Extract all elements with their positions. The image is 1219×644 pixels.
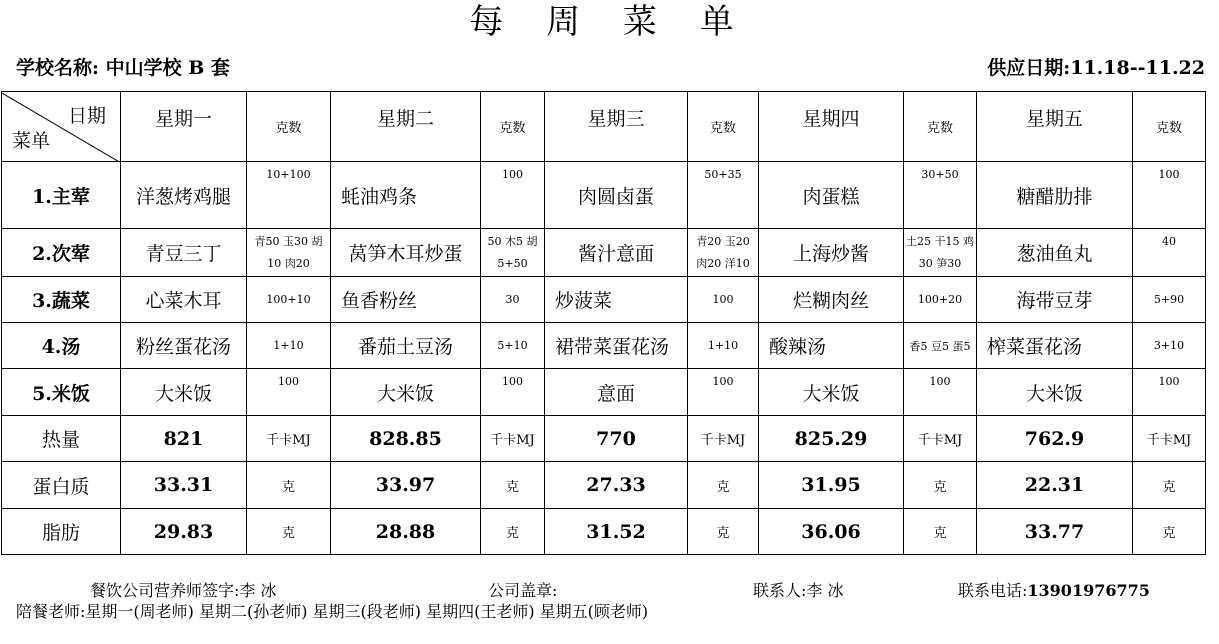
category-label: 1.主荤: [2, 162, 121, 229]
nutrition-value: 828.85: [331, 416, 481, 462]
nutrition-value: 28.88: [331, 509, 481, 555]
qty-cell: 1+10: [688, 323, 759, 369]
qty-cell: 100: [1133, 162, 1206, 229]
dish-cell: 鱼香粉丝: [331, 277, 481, 323]
category-label: 4.汤: [2, 323, 121, 369]
qty-cell: 青20 玉20 肉20 洋10: [688, 229, 759, 277]
nutrition-unit: 克: [1133, 509, 1206, 555]
dish-cell: 糖醋肋排: [977, 162, 1133, 229]
qty-cell: 40: [1133, 229, 1206, 277]
nutrition-value: 821: [121, 416, 247, 462]
qty-cell: 3+10: [1133, 323, 1206, 369]
qty-cell: 100: [688, 277, 759, 323]
dish-cell: 葱油鱼丸: [977, 229, 1133, 277]
nutrition-unit: 克: [247, 462, 331, 509]
dish-cell: 炒菠菜: [545, 277, 688, 323]
nutrition-value: 33.97: [331, 462, 481, 509]
qty-cell: 100: [481, 162, 545, 229]
dish-cell: 上海炒酱: [759, 229, 904, 277]
qty-cell: 香5 豆5 蛋5: [904, 323, 977, 369]
accompanying-teachers: 陪餐老师:星期一(周老师) 星期二(孙老师) 星期三(段老师) 星期四(王老师) 星期五(顾老师): [16, 602, 649, 621]
dish-cell: 番茄土豆汤: [331, 323, 481, 369]
dish-cell: 洋葱烤鸡腿: [121, 162, 247, 229]
category-label: 2.次荤: [2, 229, 121, 277]
nutrition-row-energy: [2, 416, 1206, 462]
qty-cell: 100: [688, 369, 759, 416]
category-label: 5.米饭: [2, 369, 121, 416]
supply-date: 供应日期:11.18--11.22: [987, 57, 1205, 79]
nutrition-unit: 克: [1133, 462, 1206, 509]
corner-cell: [2, 92, 121, 162]
qty-cell: 100: [481, 369, 545, 416]
nutrition-unit: 千卡MJ: [688, 416, 759, 462]
nutrition-value: 33.77: [977, 509, 1133, 555]
table-row: [2, 277, 1206, 323]
qty-cell: 30: [481, 277, 545, 323]
phone-number: 13901976775: [1027, 581, 1150, 600]
category-label: 3.蔬菜: [2, 277, 121, 323]
qty-cell: 1+10: [247, 323, 331, 369]
nutrition-unit: 克: [688, 462, 759, 509]
page-title: 每 周 菜 单: [469, 2, 750, 42]
qty-cell: 100: [247, 369, 331, 416]
dish-cell: 心菜木耳: [121, 277, 247, 323]
nutrition-value: 31.52: [545, 509, 688, 555]
qty-cell: 100: [1133, 369, 1206, 416]
phone-label: 联系电话:: [958, 581, 1028, 600]
dish-cell: 莴笋木耳炒蛋: [331, 229, 481, 277]
nutrition-value: 27.33: [545, 462, 688, 509]
qty-cell: 青50 玉30 胡10 肉20: [247, 229, 331, 277]
nutrition-value: 33.31: [121, 462, 247, 509]
nutrition-label: 热量: [2, 416, 121, 462]
contact-person: 联系人:李 冰: [753, 581, 844, 600]
nutrition-row-fat: [2, 509, 1206, 555]
school-name: 学校名称: 中山学校 B 套: [16, 57, 230, 79]
dish-cell: 大米饭: [331, 369, 481, 416]
dish-cell: 酱汁意面: [545, 229, 688, 277]
day-header-wed: 星期三: [545, 92, 688, 162]
nutrition-unit: 克: [688, 509, 759, 555]
gram-header: 克数: [904, 92, 977, 162]
qty-cell: 30+50: [904, 162, 977, 229]
nutrition-value: 22.31: [977, 462, 1133, 509]
nutrition-unit: 克: [904, 509, 977, 555]
nutrition-label: 脂肪: [2, 509, 121, 555]
table-row: [2, 323, 1206, 369]
table-row: [2, 229, 1206, 277]
qty-cell: 100+20: [904, 277, 977, 323]
qty-cell: 50 木5 胡5+50: [481, 229, 545, 277]
dish-cell: 大米饭: [759, 369, 904, 416]
qty-cell: 5+10: [481, 323, 545, 369]
company-seal: 公司盖章:: [488, 581, 558, 600]
day-header-mon: 星期一: [121, 92, 247, 162]
qty-cell: 100: [904, 369, 977, 416]
table-row: [2, 369, 1206, 416]
day-header-fri: 星期五: [977, 92, 1133, 162]
day-header-tue: 星期二: [331, 92, 481, 162]
gram-header: 克数: [247, 92, 331, 162]
nutrition-row-protein: [2, 462, 1206, 509]
nutrition-unit: 克: [481, 509, 545, 555]
corner-menu-label: 菜单: [12, 129, 51, 152]
dish-cell: 榨菜蛋花汤: [977, 323, 1133, 369]
dish-cell: 海带豆芽: [977, 277, 1133, 323]
dish-cell: 肉圆卤蛋: [545, 162, 688, 229]
header-row: [2, 92, 1206, 162]
dish-cell: 酸辣汤: [759, 323, 904, 369]
dish-cell: 意面: [545, 369, 688, 416]
dish-cell: 大米饭: [121, 369, 247, 416]
nutrition-unit: 千卡MJ: [247, 416, 331, 462]
table-row: [2, 162, 1206, 229]
nutrition-value: 762.9: [977, 416, 1133, 462]
gram-header: 克数: [688, 92, 759, 162]
dish-cell: 烂糊肉丝: [759, 277, 904, 323]
corner-date-label: 日期: [67, 104, 106, 127]
nutrition-unit: 千卡MJ: [904, 416, 977, 462]
day-header-thu: 星期四: [759, 92, 904, 162]
nutrition-unit: 克: [904, 462, 977, 509]
nutrition-unit: 克: [481, 462, 545, 509]
weekly-menu-table: [1, 91, 1206, 555]
dish-cell: 肉蛋糕: [759, 162, 904, 229]
nutrition-label: 蛋白质: [2, 462, 121, 509]
dish-cell: 青豆三丁: [121, 229, 247, 277]
nutrition-value: 770: [545, 416, 688, 462]
nutritionist-signature: 餐饮公司营养师签字:李 冰: [90, 581, 277, 600]
qty-cell: 100+10: [247, 277, 331, 323]
dish-cell: 大米饭: [977, 369, 1133, 416]
nutrition-value: 825.29: [759, 416, 904, 462]
qty-cell: 10+100: [247, 162, 331, 229]
nutrition-unit: 千卡MJ: [481, 416, 545, 462]
contact-phone: [958, 580, 1150, 602]
dish-cell: 裙带菜蛋花汤: [545, 323, 688, 369]
dish-cell: 蚝油鸡条: [331, 162, 481, 229]
qty-cell: 土25 干15 鸡30 笋30: [904, 229, 977, 277]
nutrition-value: 29.83: [121, 509, 247, 555]
nutrition-unit: 克: [247, 509, 331, 555]
gram-header: 克数: [481, 92, 545, 162]
qty-cell: 5+90: [1133, 277, 1206, 323]
nutrition-value: 36.06: [759, 509, 904, 555]
nutrition-value: 31.95: [759, 462, 904, 509]
qty-cell: 50+35: [688, 162, 759, 229]
nutrition-unit: 千卡MJ: [1133, 416, 1206, 462]
dish-cell: 粉丝蛋花汤: [121, 323, 247, 369]
gram-header: 克数: [1133, 92, 1206, 162]
